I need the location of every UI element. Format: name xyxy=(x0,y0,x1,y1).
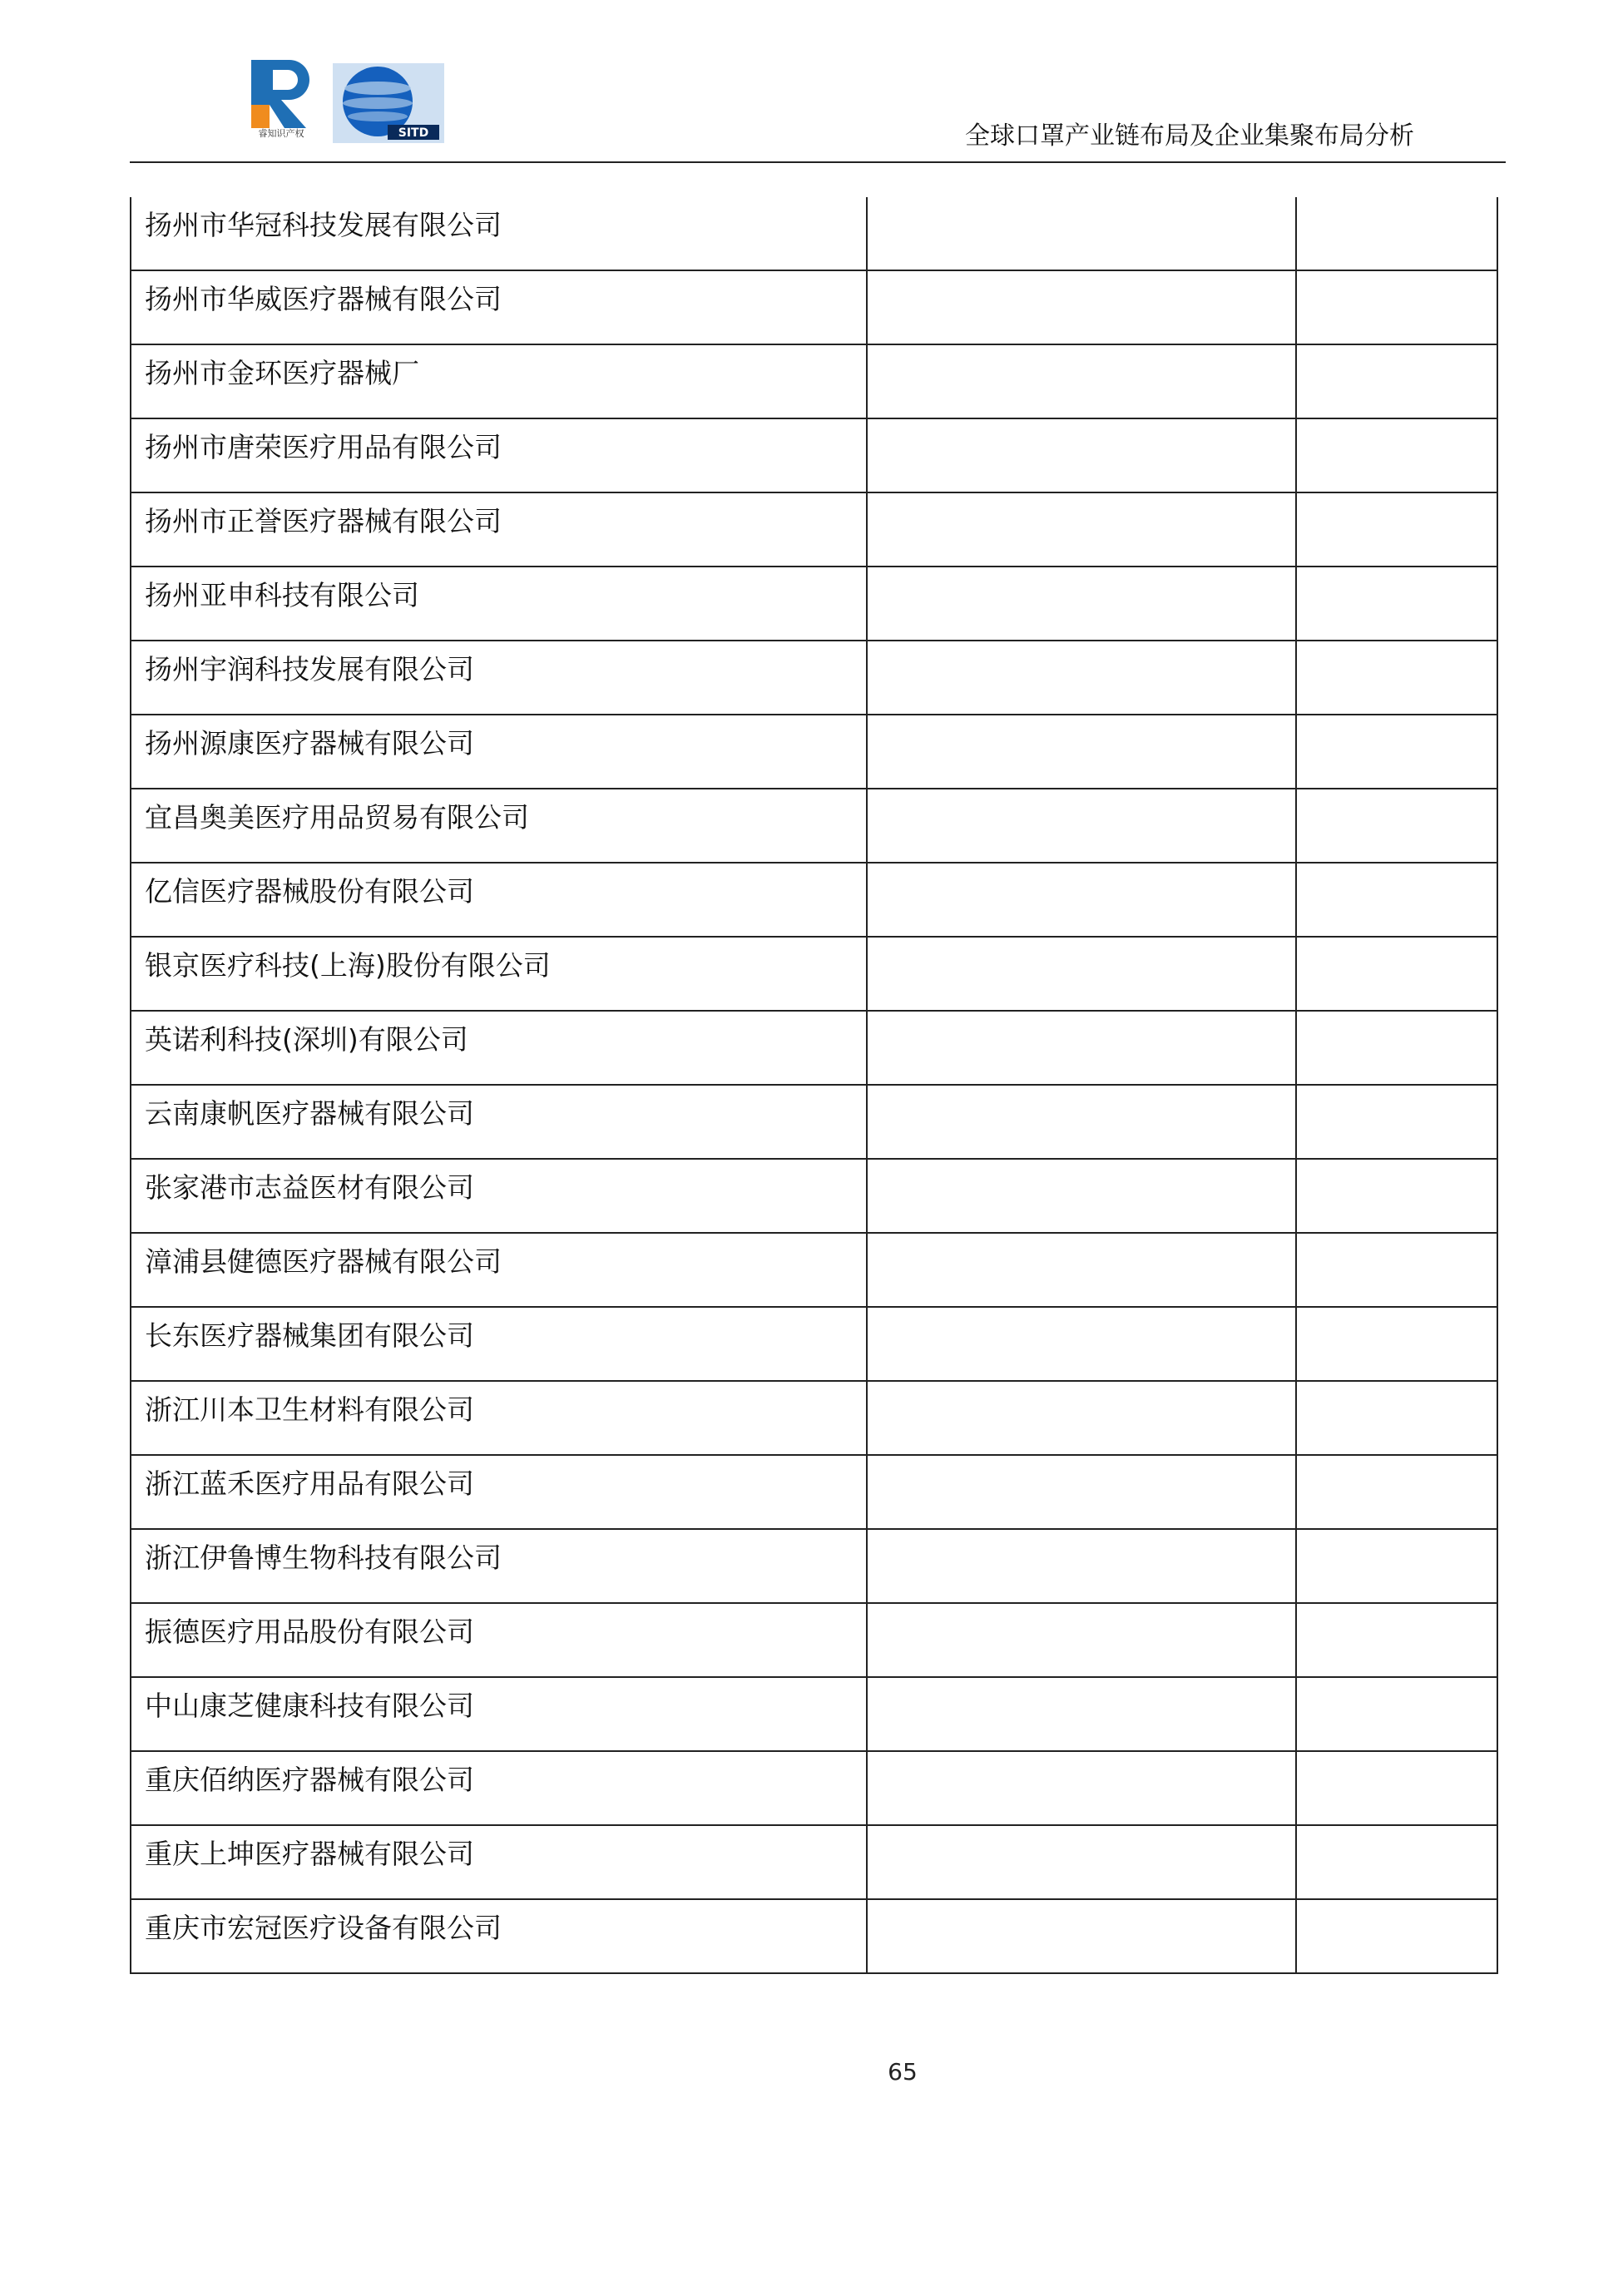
table-row xyxy=(131,715,1497,789)
company-name: 扬州亚申科技有限公司 xyxy=(145,579,419,611)
column-3-cell xyxy=(1296,1233,1497,1307)
column-3-cell xyxy=(1296,270,1497,344)
company-table xyxy=(130,197,1498,1974)
column-2-cell xyxy=(867,1603,1296,1677)
column-2-cell xyxy=(867,715,1296,789)
logo-globe-text: SITD xyxy=(398,126,429,140)
company-name-cell xyxy=(131,937,867,1011)
column-3-cell xyxy=(1296,1307,1497,1381)
page-header xyxy=(0,0,1623,166)
company-name: 扬州市华冠科技发展有限公司 xyxy=(145,209,502,241)
company-name: 扬州宇润科技发展有限公司 xyxy=(145,653,474,685)
company-name: 长东医疗器械集团有限公司 xyxy=(145,1319,474,1352)
column-2-cell xyxy=(867,1529,1296,1603)
company-name: 宜昌奥美医疗用品贸易有限公司 xyxy=(145,801,529,834)
company-name-cell xyxy=(131,863,867,937)
company-name-cell xyxy=(131,1233,867,1307)
table-row xyxy=(131,641,1497,715)
table-body xyxy=(131,197,1497,1973)
company-name: 张家港市志益医材有限公司 xyxy=(145,1171,474,1204)
column-3-cell xyxy=(1296,641,1497,715)
company-name-cell xyxy=(131,492,867,567)
column-3-cell xyxy=(1296,1529,1497,1603)
company-name: 英诺利科技(深圳)有限公司 xyxy=(145,1023,468,1056)
table-row xyxy=(131,1085,1497,1159)
column-2-cell xyxy=(867,1233,1296,1307)
table-row xyxy=(131,567,1497,641)
company-name-cell xyxy=(131,1677,867,1751)
column-3-cell xyxy=(1296,789,1497,863)
company-name-cell xyxy=(131,641,867,715)
company-name-cell xyxy=(131,1899,867,1973)
column-2-cell xyxy=(867,1381,1296,1455)
column-3-cell xyxy=(1296,1381,1497,1455)
table-row xyxy=(131,1529,1497,1603)
table-row xyxy=(131,863,1497,937)
column-3-cell xyxy=(1296,1677,1497,1751)
column-2-cell xyxy=(867,1899,1296,1973)
column-3-cell xyxy=(1296,715,1497,789)
table-row xyxy=(131,1825,1497,1899)
table-row xyxy=(131,1751,1497,1825)
company-name-cell xyxy=(131,1159,867,1233)
column-2-cell xyxy=(867,1307,1296,1381)
column-3-cell xyxy=(1296,197,1497,270)
column-2-cell xyxy=(867,1455,1296,1529)
column-2-cell xyxy=(867,492,1296,567)
company-name: 银京医疗科技(上海)股份有限公司 xyxy=(145,949,551,982)
company-name-cell xyxy=(131,1603,867,1677)
company-name: 重庆佰纳医疗器械有限公司 xyxy=(145,1764,474,1796)
company-name: 中山康芝健康科技有限公司 xyxy=(145,1690,474,1722)
company-name: 扬州市正誉医疗器械有限公司 xyxy=(145,505,502,537)
column-3-cell xyxy=(1296,1751,1497,1825)
company-name: 浙江伊鲁博生物科技有限公司 xyxy=(145,1541,502,1574)
column-3-cell xyxy=(1296,492,1497,567)
column-2-cell xyxy=(867,937,1296,1011)
table-row xyxy=(131,418,1497,492)
column-2-cell xyxy=(867,863,1296,937)
logo-subtitle-text: 知识产权 xyxy=(267,128,304,139)
header-title: 全球口罩产业链布局及企业集聚布局分析 xyxy=(965,121,1414,151)
company-name-cell xyxy=(131,1751,867,1825)
company-name: 扬州源康医疗器械有限公司 xyxy=(145,727,474,760)
company-name-cell xyxy=(131,1529,867,1603)
company-name-cell xyxy=(131,197,867,270)
column-2-cell xyxy=(867,789,1296,863)
company-name-cell xyxy=(131,1085,867,1159)
sitd-globe-logo-icon xyxy=(333,63,444,143)
company-name: 漳浦县健德医疗器械有限公司 xyxy=(145,1245,502,1278)
page-number: 65 xyxy=(888,2058,918,2086)
column-2-cell xyxy=(867,1751,1296,1825)
column-3-cell xyxy=(1296,1085,1497,1159)
table-row xyxy=(131,492,1497,567)
column-3-cell xyxy=(1296,567,1497,641)
company-name: 扬州市唐荣医疗用品有限公司 xyxy=(145,431,502,463)
column-2-cell xyxy=(867,197,1296,270)
column-3-cell xyxy=(1296,418,1497,492)
column-3-cell xyxy=(1296,1603,1497,1677)
company-name: 振德医疗用品股份有限公司 xyxy=(145,1616,474,1648)
column-3-cell xyxy=(1296,1455,1497,1529)
company-name-cell xyxy=(131,1455,867,1529)
company-name-cell xyxy=(131,344,867,418)
column-3-cell xyxy=(1296,344,1497,418)
column-2-cell xyxy=(867,641,1296,715)
table-row xyxy=(131,1159,1497,1233)
table-row xyxy=(131,1011,1497,1085)
company-name-cell xyxy=(131,715,867,789)
table-row xyxy=(131,1233,1497,1307)
company-name: 云南康帆医疗器械有限公司 xyxy=(145,1097,474,1130)
company-name-cell xyxy=(131,270,867,344)
column-2-cell xyxy=(867,1159,1296,1233)
column-2-cell xyxy=(867,1085,1296,1159)
column-2-cell xyxy=(867,270,1296,344)
column-3-cell xyxy=(1296,1899,1497,1973)
column-3-cell xyxy=(1296,1159,1497,1233)
logo-text: 睿 xyxy=(258,128,268,139)
table-row xyxy=(131,937,1497,1011)
company-name-cell xyxy=(131,1825,867,1899)
company-name: 重庆市宏冠医疗设备有限公司 xyxy=(145,1912,502,1944)
table-row xyxy=(131,197,1497,270)
company-name-cell xyxy=(131,418,867,492)
company-name-cell xyxy=(131,1307,867,1381)
column-3-cell xyxy=(1296,863,1497,937)
table-row xyxy=(131,344,1497,418)
company-table-grid xyxy=(130,197,1498,1974)
company-name-cell xyxy=(131,789,867,863)
column-3-cell xyxy=(1296,1825,1497,1899)
company-name: 重庆上坤医疗器械有限公司 xyxy=(145,1838,474,1870)
column-2-cell xyxy=(867,1825,1296,1899)
header-divider xyxy=(130,161,1506,163)
table-row xyxy=(131,270,1497,344)
column-3-cell xyxy=(1296,1011,1497,1085)
table-row xyxy=(131,1677,1497,1751)
logo-subtitle xyxy=(248,128,314,140)
company-name-cell xyxy=(131,567,867,641)
column-2-cell xyxy=(867,1677,1296,1751)
table-row xyxy=(131,1307,1497,1381)
company-name: 扬州市金环医疗器械厂 xyxy=(145,357,419,389)
company-name-cell xyxy=(131,1381,867,1455)
company-name-cell xyxy=(131,1011,867,1085)
column-3-cell xyxy=(1296,937,1497,1011)
column-2-cell xyxy=(867,344,1296,418)
table-row xyxy=(131,1603,1497,1677)
column-2-cell xyxy=(867,567,1296,641)
table-row xyxy=(131,1899,1497,1973)
column-2-cell xyxy=(867,418,1296,492)
company-name: 浙江川本卫生材料有限公司 xyxy=(145,1393,474,1426)
table-row xyxy=(131,1455,1497,1529)
table-row xyxy=(131,1381,1497,1455)
company-name: 浙江蓝禾医疗用品有限公司 xyxy=(145,1467,474,1500)
company-name: 亿信医疗器械股份有限公司 xyxy=(145,875,474,908)
company-name: 扬州市华威医疗器械有限公司 xyxy=(145,283,502,315)
column-2-cell xyxy=(867,1011,1296,1085)
table-row xyxy=(131,789,1497,863)
